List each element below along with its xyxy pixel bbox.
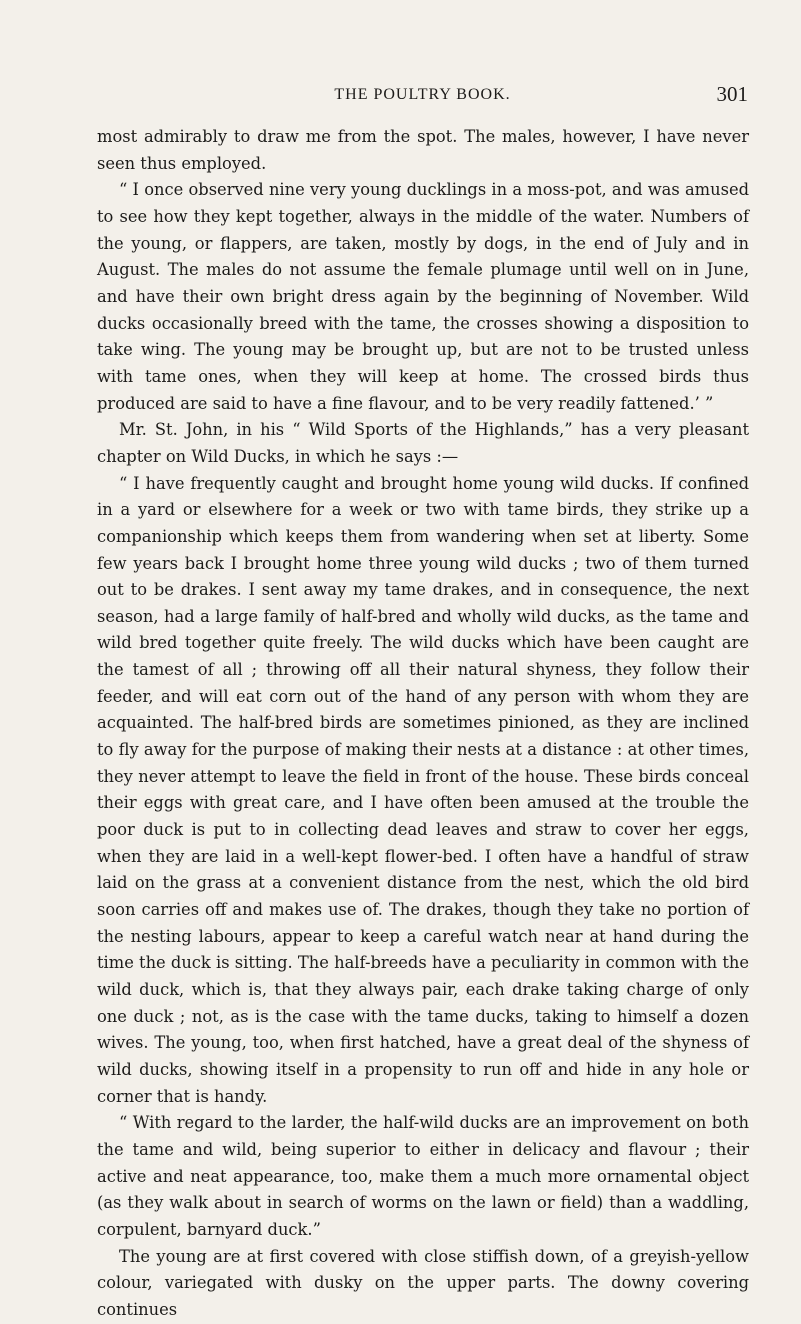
running-title: THE POULTRY BOOK. bbox=[334, 86, 511, 103]
page-number: 301 bbox=[716, 82, 748, 106]
paragraph: “ With regard to the larder, the half-wild ducks are an improvement on both the tame and wild, being superior to either in delicacy and flavour ; their active and neat appearance, too, make them a much more ornamental object (as they walk about in search of worms on the lawn or field) than a waddling, corpulent, barnyard duck.” bbox=[97, 1113, 749, 1239]
paragraph: “ I once observed nine very young ducklings in a moss-pot, and was amused to see how they kept together, always in the middle of the water. Numbers of the young, or flappers, are taken, mostly by dogs, in the end of July and in August. The males do not assume the female plumage until well on in June, and have their own bright dress again by the beginning of November. Wild ducks occasionally breed with the tame, the crosses showing a disposition to take wing. The young may be brought up, but are not to be trusted unless with tame ones, when they will keep at home. The crossed birds thus produced are said to have a fine flavour, and to be very readily fattened.’ ” bbox=[97, 180, 749, 413]
paragraph: most admirably to draw me from the spot. The males, however, I have never seen thus employed. bbox=[97, 127, 749, 173]
body-text bbox=[97, 124, 749, 1324]
paragraph: Mr. St. John, in his “ Wild Sports of the Highlands,” has a very pleasant chapter on Wild Ducks, in which he says :— bbox=[97, 420, 749, 466]
page-header bbox=[97, 82, 748, 114]
paragraph: “ I have frequently caught and brought home young wild ducks. If confined in a yard or elsewhere for a week or two with tame birds, they strike up a companionship which keeps them from wandering when set at liberty. Some few years back I brought home three young wild ducks ; two of them turned out to be drakes. I sent away my tame drakes, and in consequence, the next season, had a large family of half-bred and wholly wild ducks, as the tame and wild bred together quite freely. The wild ducks which have been caught are the tamest of all ; throwing off all their natural shyness, they follow their feeder, and will eat corn out of the hand of any person with whom they are acquainted. The half-bred birds are sometimes pinioned, as they are inclined to fly away for the purpose of making their nests at a distance : at other times, they never attempt to leave the field in front of the house. These birds conceal their eggs with great care, and I have often been amused at the trouble the poor duck is put to in collecting dead leaves and straw to cover her eggs, when they are laid in a well-kept flower-bed. I often have a handful of straw laid on the grass at a convenient distance from the nest, which the old bird soon carries off and makes use of. The drakes, though they take no portion of the nesting labours, appear to keep a careful watch near at hand during the time the duck is sitting. The half-breeds have a peculiarity in common with the wild duck, which is, that they always pair, each drake taking charge of only one duck ; not, as is the case with the tame ducks, taking to himself a dozen wives. The young, too, when first hatched, have a great deal of the shyness of wild ducks, showing itself in a propensity to run off and hide in any hole or corner that is handy. bbox=[97, 473, 749, 1106]
paragraph: The young are at first covered with close stiffish down, of a greyish-yellow colour, variegated with dusky on the upper parts. The downy covering continues bbox=[97, 1246, 749, 1319]
